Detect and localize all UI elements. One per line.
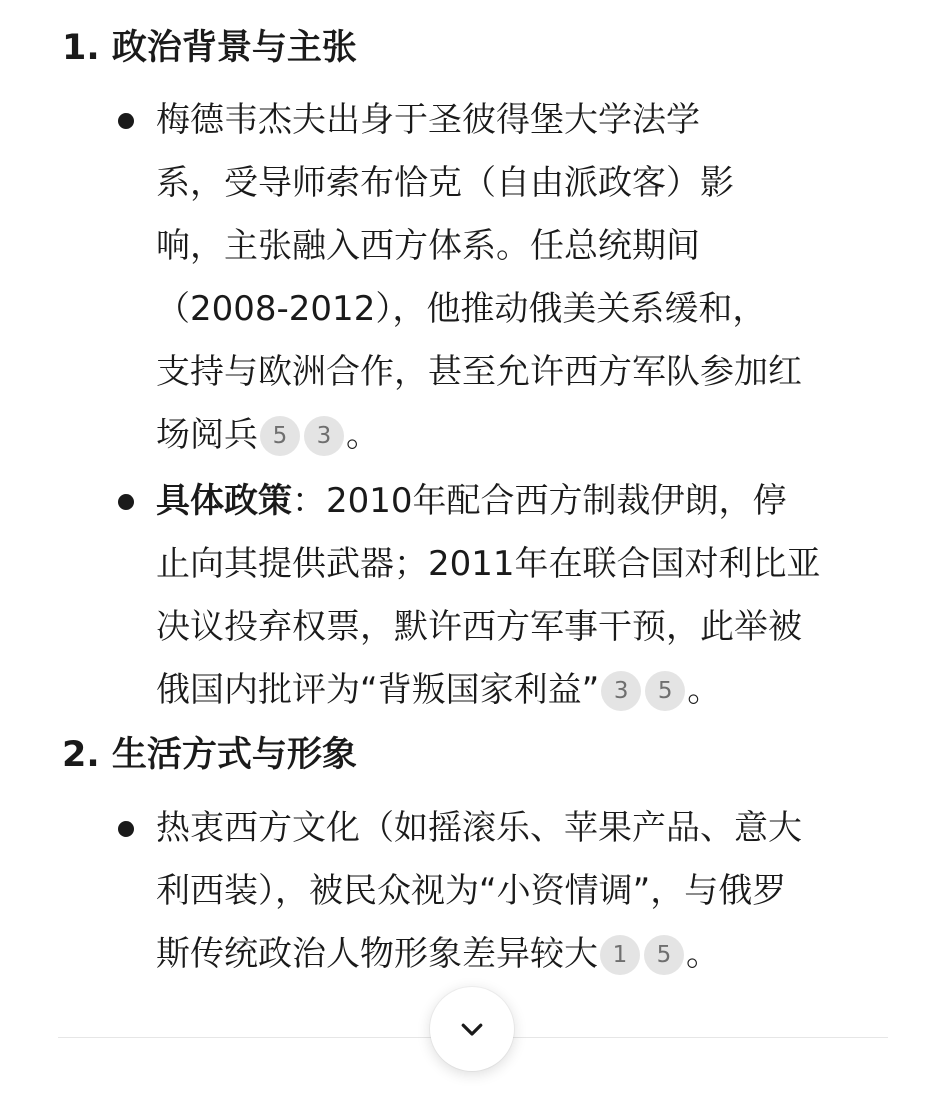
section-heading-1: 1. 政治背景与主张 <box>62 28 357 68</box>
scroll-down-button[interactable] <box>430 987 514 1071</box>
list-item: 热衷西方文化（如摇滚乐、苹果产品、意大 利西装），被民众视为“小资情调”，与俄罗 斯传统政治人物形象差异较大 1 5 。 <box>156 808 802 974</box>
citation-badge[interactable]: 5 <box>260 416 300 456</box>
citation-badge[interactable]: 3 <box>304 416 344 456</box>
section-heading-2: 2. 生活方式与形象 <box>62 735 357 775</box>
bold-lead: 具体政策 <box>156 481 292 521</box>
citation-badge[interactable]: 3 <box>601 671 641 711</box>
bullet-dot <box>118 494 134 510</box>
citation-badge[interactable]: 5 <box>644 935 684 975</box>
citation-badge[interactable]: 1 <box>600 935 640 975</box>
chevron-down-icon <box>457 1014 487 1044</box>
bullet-dot <box>118 113 134 129</box>
citation-badge[interactable]: 5 <box>645 671 685 711</box>
bullet-dot <box>118 821 134 837</box>
list-item: 具体政策：2010年配合西方制裁伊朗，停 止向其提供武器；2011年在联合国对利比亚 决议投弃权票，默许西方军事干预，此举被 俄国内批评为“背叛国家利益” 3 5 。 <box>156 481 821 710</box>
list-item: 梅德韦杰夫出身于圣彼得堡大学法学 系，受导师索布恰克（自由派政客）影 响，主张融入西方体系。任总统期间 （2008-2012），他推动俄美关系缓和， 支持与欧洲合作，甚至允许西方军队参加红 场阅兵 5 3 。 <box>156 100 802 455</box>
